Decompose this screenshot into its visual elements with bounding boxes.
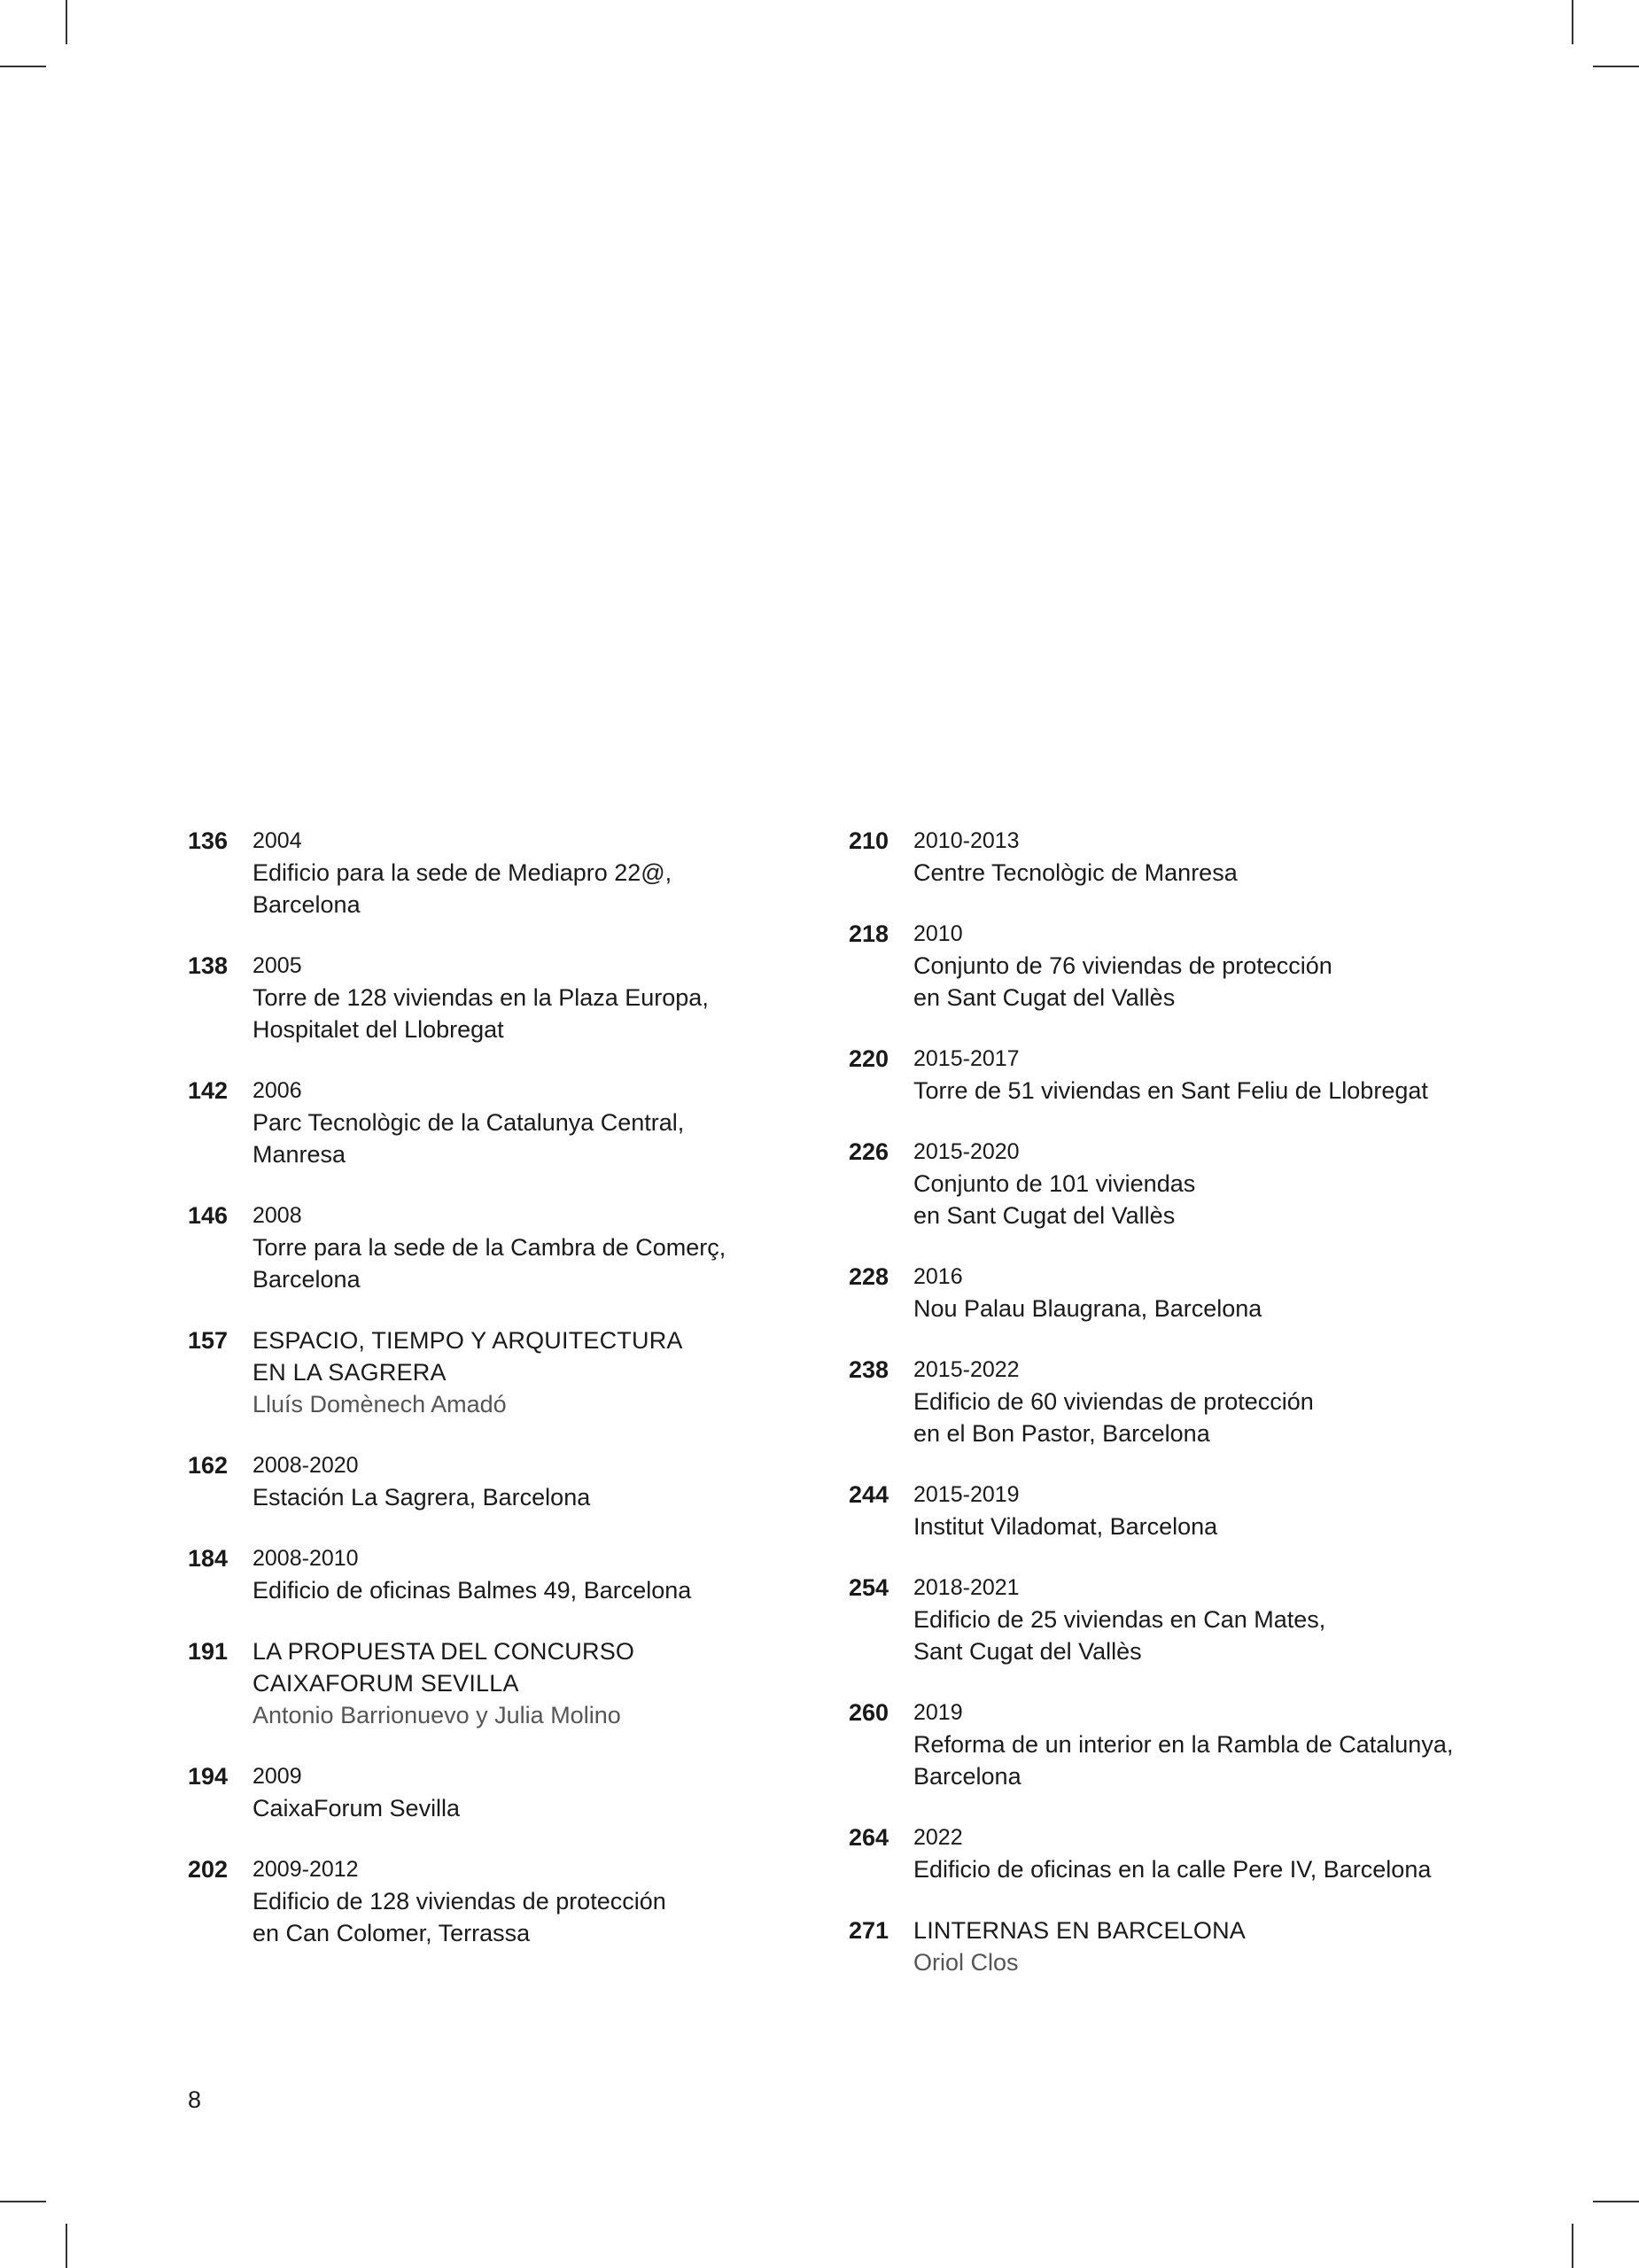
toc-entry-year: 2005 <box>252 953 302 978</box>
toc-entry-title-line: Nou Palau Blaugrana, Barcelona <box>913 1295 1262 1322</box>
toc-entry-year: 2016 <box>913 1264 963 1289</box>
toc-entry-page-number: 260 <box>849 1699 889 1726</box>
toc-entry[interactable] <box>849 1821 1522 1885</box>
toc-entry[interactable] <box>849 918 1522 1014</box>
toc-entry-page-number: 138 <box>188 952 229 979</box>
toc-entry-year: 2008 <box>252 1203 302 1228</box>
crop-mark-top-right-horizontal <box>1593 66 1639 67</box>
toc-entry-year: 2015-2020 <box>913 1139 1020 1164</box>
toc-entry-page-number: 228 <box>849 1263 889 1290</box>
toc-entry-title-line: Barcelona <box>252 1266 361 1293</box>
crop-mark-bottom-right-horizontal <box>1593 2201 1639 2202</box>
crop-mark-bottom-left-horizontal <box>0 2201 46 2202</box>
toc-entry[interactable] <box>849 1697 1522 1792</box>
toc-entry-essay-title-line: LA PROPUESTA DEL CONCURSO <box>252 1638 635 1665</box>
toc-entry-year: 2015-2019 <box>913 1482 1020 1507</box>
toc-entry-title-line: Barcelona <box>252 891 361 918</box>
toc-entry-page-number: 220 <box>849 1045 889 1072</box>
toc-entry-year: 2006 <box>252 1078 302 1103</box>
toc-entry-page-number: 191 <box>188 1638 229 1665</box>
toc-entry-title-line: CaixaForum Sevilla <box>252 1795 461 1821</box>
toc-entry-title-line: Hospitalet del Llobregat <box>252 1016 504 1043</box>
toc-entry-year: 2015-2017 <box>913 1046 1020 1071</box>
toc-entry-page-number: 226 <box>849 1138 889 1165</box>
toc-entry-title-line: Centre Tecnològic de Manresa <box>913 859 1238 886</box>
entry-gap <box>849 1014 1522 1043</box>
entry-gap <box>188 920 808 950</box>
toc-entry-title-line: Parc Tecnològic de la Catalunya Central, <box>252 1109 685 1136</box>
toc-entry-year: 2022 <box>913 1825 963 1850</box>
toc-entry[interactable] <box>188 1200 808 1295</box>
entry-gap <box>188 1170 808 1200</box>
toc-entry-title-line: en Sant Cugat del Vallès <box>913 984 1176 1011</box>
toc-entry-year: 2008-2020 <box>252 1453 359 1478</box>
toc-entry-year: 2018-2021 <box>913 1575 1020 1600</box>
toc-entry-title-line: Institut Viladomat, Barcelona <box>913 1513 1218 1540</box>
entry-gap <box>849 1885 1522 1915</box>
toc-entry-title-line: Sant Cugat del Vallès <box>913 1638 1142 1665</box>
toc-entry-title-line: Torre de 128 viviendas en la Plaza Europa, <box>252 984 709 1011</box>
toc-entry-page-number: 238 <box>849 1356 889 1383</box>
toc-entry-essay-title-line: EN LA SAGRERA <box>252 1359 447 1386</box>
toc-entry-author: Lluís Domènech Amadó <box>252 1391 507 1418</box>
toc-entry-title-line: en el Bon Pastor, Barcelona <box>913 1420 1210 1447</box>
toc-entry[interactable] <box>849 1354 1522 1449</box>
toc-entry-year: 2015-2022 <box>913 1357 1020 1382</box>
entry-gap <box>849 1324 1522 1354</box>
toc-entry-title-line: Edificio para la sede de Mediapro 22@, <box>252 859 672 886</box>
toc-entry-title-line: Barcelona <box>913 1763 1021 1790</box>
toc-entry-author: Oriol Clos <box>913 1949 1019 1976</box>
toc-entry[interactable] <box>188 825 808 920</box>
toc-entry-title-line: Torre para la sede de la Cambra de Comerç, <box>252 1234 726 1261</box>
toc-entry-year: 2009-2012 <box>252 1857 359 1882</box>
entry-gap <box>849 1231 1522 1261</box>
toc-entry-page-number: 202 <box>188 1856 229 1883</box>
toc-entry-title-line: Edificio de 128 viviendas de protección <box>252 1888 666 1915</box>
toc-entry[interactable] <box>849 1043 1522 1107</box>
entry-gap <box>188 1731 808 1760</box>
toc-entry-page-number: 254 <box>849 1574 889 1601</box>
entry-gap <box>188 1045 808 1075</box>
toc-entry-essay-title-line: LINTERNAS EN BARCELONA <box>913 1917 1246 1944</box>
toc-entry-page-number: 142 <box>188 1077 229 1104</box>
toc-entry[interactable] <box>188 1542 808 1606</box>
toc-entry[interactable] <box>849 1261 1522 1324</box>
entry-gap <box>188 1824 808 1853</box>
toc-entry[interactable] <box>849 1915 1522 1978</box>
toc-entry-page-number: 244 <box>849 1481 889 1508</box>
toc-entry-page-number: 162 <box>188 1452 229 1479</box>
toc-entry-author: Antonio Barrionuevo y Julia Molino <box>252 1702 621 1728</box>
toc-entry-page-number: 194 <box>188 1763 229 1790</box>
toc-entry-page-number: 184 <box>188 1545 229 1572</box>
toc-entry-essay-title-line: ESPACIO, TIEMPO Y ARQUITECTURA <box>252 1327 683 1354</box>
toc-entry[interactable] <box>849 1136 1522 1231</box>
toc-entry[interactable] <box>188 1635 808 1731</box>
toc-column-left <box>188 825 808 1949</box>
toc-entry[interactable] <box>188 1324 808 1420</box>
toc-entry-year: 2010 <box>913 921 963 946</box>
entry-gap <box>849 1792 1522 1821</box>
toc-entry-year: 2019 <box>913 1700 963 1725</box>
toc-entry-page-number: 146 <box>188 1202 229 1229</box>
crop-mark-bottom-right-vertical <box>1572 2224 1573 2268</box>
entry-gap <box>849 1449 1522 1479</box>
toc-entry-year: 2008-2010 <box>252 1546 359 1571</box>
crop-mark-top-left-horizontal <box>0 66 46 67</box>
entry-gap <box>849 1667 1522 1697</box>
toc-entry-page-number: 271 <box>849 1917 889 1944</box>
entry-gap <box>188 1606 808 1635</box>
toc-entry-title-line: Edificio de 25 viviendas en Can Mates, <box>913 1606 1326 1633</box>
toc-entry-title-line: Conjunto de 101 viviendas <box>913 1170 1196 1197</box>
crop-mark-top-right-vertical <box>1572 0 1573 44</box>
toc-entry-page-number: 264 <box>849 1824 889 1851</box>
toc-entry-title-line: en Can Colomer, Terrassa <box>252 1920 531 1946</box>
toc-entry-title-line: Reforma de un interior en la Rambla de Catalunya, <box>913 1731 1454 1758</box>
toc-entry-title-line: Edificio de oficinas en la calle Pere IV, Barcelona <box>913 1856 1432 1883</box>
toc-entry[interactable] <box>849 1572 1522 1667</box>
entry-gap <box>849 889 1522 918</box>
entry-gap <box>188 1513 808 1542</box>
toc-entry-title-line: en Sant Cugat del Vallès <box>913 1202 1176 1229</box>
entry-gap <box>849 1542 1522 1572</box>
toc-entry-title-line: Manresa <box>252 1141 346 1168</box>
toc-entry-title-line: Edificio de oficinas Balmes 49, Barcelona <box>252 1577 692 1604</box>
toc-entry[interactable] <box>188 1075 808 1170</box>
toc-column-right <box>849 825 1522 1978</box>
entry-gap <box>188 1295 808 1324</box>
toc-entry[interactable] <box>188 1449 808 1513</box>
toc-entry-page-number: 218 <box>849 920 889 947</box>
toc-entry[interactable] <box>849 825 1522 889</box>
toc-entry-year: 2009 <box>252 1764 302 1789</box>
toc-entry-page-number: 210 <box>849 827 889 854</box>
toc-entry-year: 2010-2013 <box>913 828 1020 853</box>
toc-entry-title-line: Torre de 51 viviendas en Sant Feliu de Llobregat <box>913 1077 1428 1104</box>
toc-entry-title-line: Conjunto de 76 viviendas de protección <box>913 952 1332 979</box>
toc-entry-page-number: 136 <box>188 827 229 854</box>
toc-entry[interactable] <box>188 950 808 1045</box>
crop-mark-top-left-vertical <box>66 0 67 44</box>
toc-entry-title-line: Edificio de 60 viviendas de protección <box>913 1388 1314 1415</box>
toc-entry-essay-title-line: CAIXAFORUM SEVILLA <box>252 1670 519 1697</box>
toc-entry-title-line: Estación La Sagrera, Barcelona <box>252 1484 591 1511</box>
entry-gap <box>188 1420 808 1449</box>
toc-entry-year: 2004 <box>252 828 302 853</box>
toc-entry[interactable] <box>188 1760 808 1824</box>
toc-entry[interactable] <box>188 1853 808 1949</box>
page-number: 8 <box>188 2086 202 2113</box>
crop-mark-bottom-left-vertical <box>66 2224 67 2268</box>
entry-gap <box>849 1107 1522 1136</box>
toc-entry-page-number: 157 <box>188 1327 229 1354</box>
toc-entry[interactable] <box>849 1479 1522 1542</box>
